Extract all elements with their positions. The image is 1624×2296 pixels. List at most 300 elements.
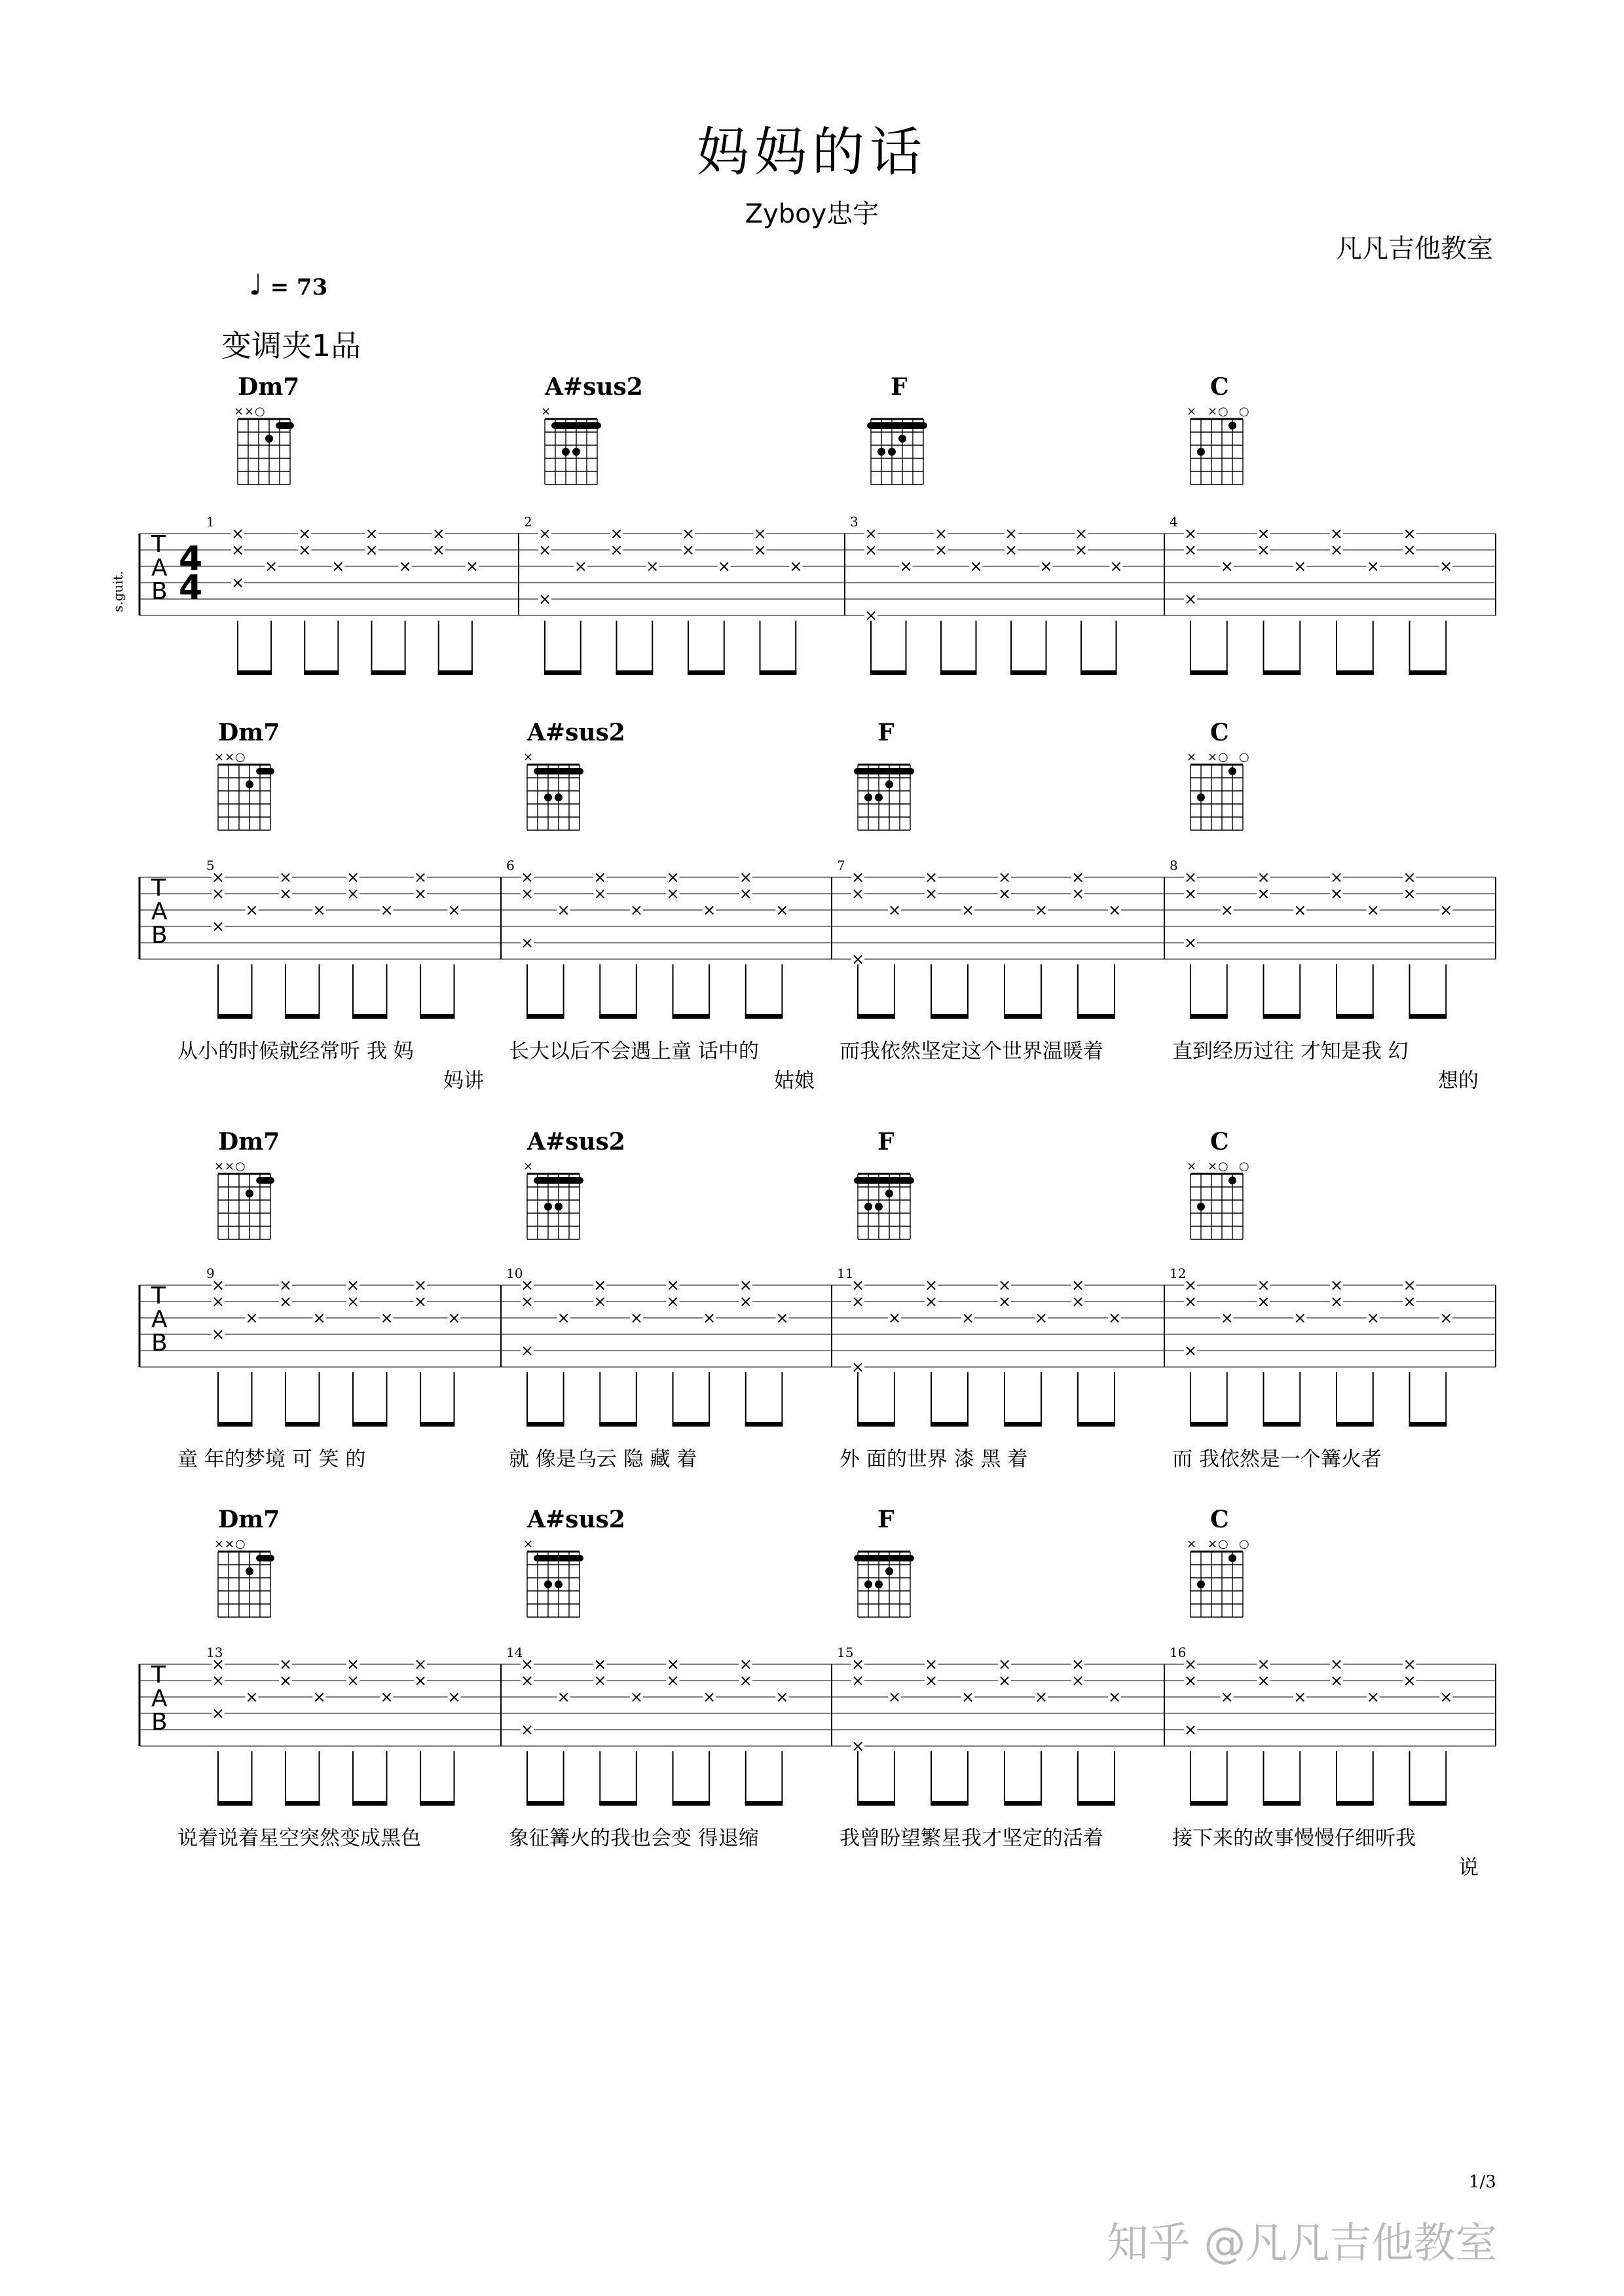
dead-note-x: × — [1329, 1276, 1344, 1294]
chord-name: Dm7 — [218, 1128, 280, 1156]
dead-note-x: × — [211, 917, 225, 936]
dead-note-x: × — [1220, 1688, 1234, 1706]
dead-note-x: × — [1403, 868, 1416, 886]
dead-note-x: × — [331, 557, 345, 575]
lyric-line: 而 我依然是一个篝火者 — [1172, 1448, 1382, 1471]
chord-name: F — [877, 1506, 895, 1533]
dead-note-x: × — [1220, 901, 1234, 919]
dead-note-x: × — [1403, 1276, 1416, 1294]
note-beam — [1336, 1801, 1374, 1806]
muted-string-icon: × — [523, 1537, 534, 1551]
dead-note-x: × — [447, 901, 461, 919]
dead-note-x: × — [1293, 1688, 1307, 1706]
measure-number: 3 — [850, 514, 858, 530]
dead-note-x: × — [717, 557, 731, 575]
muted-string-icon: × — [214, 1159, 225, 1173]
chord-diagram — [523, 1537, 583, 1617]
dead-note-x: × — [278, 884, 293, 903]
measure-number: 9 — [206, 1266, 215, 1281]
dead-note-x: × — [211, 1704, 225, 1722]
dead-note-x: × — [465, 557, 479, 575]
dead-note-x: × — [739, 884, 752, 903]
dead-note-x: × — [851, 1276, 865, 1294]
open-string-icon: ○ — [1218, 1159, 1228, 1173]
dead-note-x: × — [1329, 541, 1344, 559]
muted-string-icon: × — [1187, 405, 1197, 418]
dead-note-x: × — [739, 1655, 752, 1673]
dead-note-x: × — [413, 1671, 428, 1690]
dead-note-x: × — [1403, 1655, 1416, 1673]
dead-note-x: × — [346, 1292, 360, 1311]
dead-note-x: × — [703, 1688, 716, 1706]
dead-note-x: × — [593, 1292, 607, 1311]
open-string-icon: ○ — [235, 750, 246, 764]
open-string-icon: ○ — [1239, 750, 1249, 764]
muted-string-icon: × — [225, 1159, 235, 1173]
dead-note-x: × — [681, 524, 695, 543]
dead-note-x: × — [629, 1309, 643, 1327]
dead-note-x: × — [1071, 1655, 1085, 1673]
dead-note-x: × — [1039, 557, 1053, 575]
dead-note-x: × — [312, 1309, 326, 1327]
dead-note-x: × — [380, 1688, 394, 1706]
tab-clef-letter: B — [151, 1330, 168, 1357]
tempo-value: = 73 — [270, 274, 328, 301]
dead-note-x: × — [346, 884, 360, 903]
dead-note-x: × — [265, 557, 278, 575]
muted-string-icon: × — [225, 1537, 235, 1551]
note-beam — [1077, 1801, 1115, 1806]
dead-note-x: × — [775, 1688, 789, 1706]
muted-string-icon: × — [1208, 750, 1218, 764]
dead-note-x: × — [245, 1309, 259, 1327]
measure-number: 11 — [837, 1266, 854, 1281]
dead-note-x: × — [997, 1292, 1012, 1311]
dead-note-x: × — [1183, 590, 1198, 608]
dead-note-x: × — [887, 1309, 902, 1327]
measure-number: 14 — [506, 1645, 523, 1660]
measure-number: 1 — [206, 514, 215, 530]
tab-clef-letter: B — [151, 578, 168, 605]
dead-note-x: × — [753, 524, 767, 543]
dead-note-x: × — [413, 868, 428, 886]
dead-note-x: × — [739, 1671, 752, 1690]
note-beam — [1004, 1801, 1042, 1806]
dead-note-x: × — [681, 541, 695, 559]
chord-name: C — [1210, 1128, 1229, 1156]
dead-note-x: × — [1439, 1309, 1453, 1327]
lyric-line-continuation: 说 — [1458, 1856, 1479, 1880]
dead-note-x: × — [557, 901, 570, 919]
lyric-line: 说着说着星空突然变成黑色 — [177, 1827, 421, 1850]
lyric-line-continuation: 姑娘 — [774, 1069, 815, 1093]
dead-note-x: × — [1366, 557, 1380, 575]
dead-note-x: × — [413, 884, 428, 903]
note-beam — [745, 1801, 783, 1806]
muted-string-icon: × — [541, 405, 551, 418]
dead-note-x: × — [997, 884, 1012, 903]
dead-note-x: × — [1183, 934, 1198, 952]
dead-note-x: × — [1403, 884, 1416, 903]
dead-note-x: × — [231, 541, 245, 559]
muted-string-icon: × — [244, 405, 255, 418]
muted-string-icon: × — [1208, 1159, 1218, 1173]
dead-note-x: × — [666, 1671, 680, 1690]
note-beam — [931, 1801, 969, 1806]
dead-note-x: × — [851, 1737, 865, 1755]
dead-note-x: × — [1107, 1688, 1122, 1706]
lyric-line: 我曾盼望繁星我才坚定的活着 — [840, 1827, 1103, 1850]
muted-string-icon: × — [225, 750, 235, 764]
dead-note-x: × — [1329, 524, 1344, 543]
dead-note-x: × — [520, 934, 534, 952]
dead-note-x: × — [851, 868, 865, 886]
dead-note-x: × — [538, 524, 552, 543]
dead-note-x: × — [447, 1688, 461, 1706]
muted-string-icon: × — [1187, 750, 1197, 764]
dead-note-x: × — [557, 1309, 570, 1327]
lyric-line: 就 像是乌云 隐 藏 着 — [509, 1448, 697, 1471]
dead-note-x: × — [1439, 557, 1453, 575]
dead-note-x: × — [1183, 1341, 1198, 1360]
note-beam — [1263, 1801, 1301, 1806]
note-beam — [285, 1801, 320, 1806]
dead-note-x: × — [864, 606, 878, 625]
dead-note-x: × — [245, 1688, 259, 1706]
dead-note-x: × — [961, 1309, 975, 1327]
time-signature-bottom: 4 — [179, 568, 203, 608]
dead-note-x: × — [1439, 1688, 1453, 1706]
chord-name: F — [891, 373, 908, 401]
dead-note-x: × — [211, 1671, 225, 1690]
chord-name: A#sus2 — [527, 1506, 625, 1533]
measure-number: 15 — [837, 1645, 854, 1660]
note-beam — [352, 1801, 388, 1806]
dead-note-x: × — [593, 1671, 607, 1690]
dead-note-x: × — [739, 868, 752, 886]
note-beam — [1409, 1801, 1447, 1806]
dead-note-x: × — [646, 557, 659, 575]
dead-note-x: × — [1257, 524, 1270, 543]
dead-note-x: × — [1439, 901, 1453, 919]
dead-note-x: × — [703, 901, 716, 919]
chord-name: Dm7 — [218, 1506, 280, 1533]
dead-note-x: × — [739, 1276, 752, 1294]
artist-name: Zyboy忠宇 — [745, 199, 879, 229]
dead-note-x: × — [1366, 1309, 1380, 1327]
dead-note-x: × — [278, 1671, 293, 1690]
dead-note-x: × — [934, 524, 948, 543]
dead-note-x: × — [753, 541, 767, 559]
open-string-icon: ○ — [235, 1537, 246, 1551]
muted-string-icon: × — [523, 750, 534, 764]
muted-string-icon: × — [234, 405, 244, 418]
dead-note-x: × — [1071, 1292, 1085, 1311]
tab-clef-letter: T — [151, 531, 166, 558]
dead-note-x: × — [1329, 1655, 1344, 1673]
muted-string-icon: × — [523, 1159, 534, 1173]
dead-note-x: × — [1220, 1309, 1234, 1327]
dead-note-x: × — [1257, 1671, 1270, 1690]
measure-number: 13 — [206, 1645, 223, 1660]
measure-number: 2 — [524, 514, 532, 530]
open-string-icon: ○ — [1218, 405, 1228, 418]
note-beam — [673, 1801, 710, 1806]
song-title: 妈妈的话 — [697, 122, 927, 183]
tab-clef-letter: A — [151, 555, 168, 581]
dead-note-x: × — [557, 1688, 570, 1706]
lyric-line: 而我依然坚定这个世界温暖着 — [840, 1040, 1103, 1063]
dead-note-x: × — [278, 868, 293, 886]
dead-note-x: × — [739, 1292, 752, 1311]
tab-clef-letter: T — [151, 1283, 166, 1309]
dead-note-x: × — [666, 884, 680, 903]
dead-note-x: × — [380, 901, 394, 919]
dead-note-x: × — [864, 541, 878, 559]
dead-note-x: × — [629, 901, 643, 919]
open-string-icon: ○ — [1218, 750, 1228, 764]
dead-note-x: × — [899, 557, 913, 575]
dead-note-x: × — [380, 1309, 394, 1327]
measure-number: 6 — [506, 858, 515, 873]
watermark: 知乎 @凡凡吉他教室 — [1107, 2219, 1498, 2268]
dead-note-x: × — [924, 1655, 938, 1673]
dead-note-x: × — [1257, 541, 1270, 559]
dead-note-x: × — [1366, 1688, 1380, 1706]
dead-note-x: × — [1074, 524, 1088, 543]
dead-note-x: × — [278, 1292, 293, 1311]
dead-note-x: × — [538, 541, 552, 559]
dead-note-x: × — [1403, 541, 1416, 559]
dead-note-x: × — [593, 1276, 607, 1294]
open-string-icon: ○ — [1218, 1537, 1228, 1551]
dead-note-x: × — [961, 1688, 975, 1706]
chord-name: C — [1210, 1506, 1229, 1533]
open-string-icon: ○ — [1239, 1159, 1249, 1173]
dead-note-x: × — [593, 868, 607, 886]
dead-note-x: × — [298, 524, 312, 543]
dead-note-x: × — [1257, 868, 1270, 886]
dead-note-x: × — [1071, 1671, 1085, 1690]
dead-note-x: × — [1329, 884, 1344, 903]
dead-note-x: × — [1293, 557, 1307, 575]
chord-name: F — [877, 1128, 895, 1156]
lyric-line: 外 面的世界 漆 黑 着 — [840, 1448, 1028, 1471]
muted-string-icon: × — [1187, 1537, 1197, 1551]
dead-note-x: × — [1403, 524, 1416, 543]
dead-note-x: × — [1403, 1671, 1416, 1690]
lyric-line: 长大以后不会遇上童 话中的 — [509, 1040, 759, 1063]
tab-clef-letter: T — [151, 1662, 166, 1688]
dead-note-x: × — [211, 884, 225, 903]
dead-note-x: × — [593, 1655, 607, 1673]
dead-note-x: × — [1107, 1309, 1122, 1327]
dead-note-x: × — [887, 901, 902, 919]
dead-note-x: × — [924, 1292, 938, 1311]
dead-note-x: × — [520, 1655, 534, 1673]
note-beam — [599, 1801, 637, 1806]
dead-note-x: × — [924, 1671, 938, 1690]
dead-note-x: × — [864, 524, 878, 543]
chord-name: A#sus2 — [527, 1128, 625, 1156]
dead-note-x: × — [1183, 1655, 1198, 1673]
dead-note-x: × — [211, 1276, 225, 1294]
dead-note-x: × — [997, 1655, 1012, 1673]
dead-note-x: × — [851, 1292, 865, 1311]
note-beam — [857, 1801, 895, 1806]
chord-diagram — [1187, 1537, 1249, 1617]
dead-note-x: × — [997, 1671, 1012, 1690]
dead-note-x: × — [1034, 1309, 1048, 1327]
tab-clef-letter: A — [151, 898, 168, 925]
tab-clef-letter: T — [151, 875, 166, 902]
dead-note-x: × — [629, 1688, 643, 1706]
lyric-line: 从小的时候就经常听 我 妈 — [177, 1040, 414, 1063]
muted-string-icon: × — [1187, 1159, 1197, 1173]
chord-name: A#sus2 — [527, 719, 625, 746]
note-beam — [1190, 1801, 1228, 1806]
dead-note-x: × — [432, 541, 445, 559]
capo-instruction: 变调夹1品 — [221, 328, 361, 363]
dead-note-x: × — [1004, 524, 1018, 543]
dead-note-x: × — [346, 1276, 360, 1294]
lyric-line: 接下来的故事慢慢仔细听我 — [1172, 1827, 1416, 1850]
dead-note-x: × — [789, 557, 803, 575]
lyric-line: 童 年的梦境 可 笑 的 — [177, 1448, 366, 1471]
dead-note-x: × — [1183, 1721, 1198, 1739]
dead-note-x: × — [924, 868, 938, 886]
dead-note-x: × — [520, 884, 534, 903]
quarter-note-icon: ♩ — [249, 268, 263, 302]
dead-note-x: × — [666, 1276, 680, 1294]
dead-note-x: × — [851, 1655, 865, 1673]
dead-note-x: × — [1257, 884, 1270, 903]
dead-note-x: × — [997, 868, 1012, 886]
lyric-line-continuation: 妈讲 — [443, 1069, 484, 1093]
dead-note-x: × — [447, 1309, 461, 1327]
dead-note-x: × — [851, 1358, 865, 1376]
dead-note-x: × — [432, 524, 445, 543]
tab-clef-letter: A — [151, 1306, 168, 1333]
dead-note-x: × — [887, 1688, 902, 1706]
dead-note-x: × — [1071, 884, 1085, 903]
dead-note-x: × — [1257, 1292, 1270, 1311]
dead-note-x: × — [1257, 1655, 1270, 1673]
dead-note-x: × — [610, 541, 623, 559]
dead-note-x: × — [365, 524, 378, 543]
chord-diagram — [854, 1552, 914, 1617]
dead-note-x: × — [924, 1276, 938, 1294]
dead-note-x: × — [924, 884, 938, 903]
dead-note-x: × — [610, 524, 623, 543]
dead-note-x: × — [520, 1292, 534, 1311]
dead-note-x: × — [1183, 868, 1198, 886]
dead-note-x: × — [1293, 1309, 1307, 1327]
dead-note-x: × — [1366, 901, 1380, 919]
dead-note-x: × — [520, 1341, 534, 1360]
dead-note-x: × — [593, 884, 607, 903]
dead-note-x: × — [211, 1655, 225, 1673]
dead-note-x: × — [1183, 1276, 1198, 1294]
muted-string-icon: × — [1208, 1537, 1218, 1551]
studio-name: 凡凡吉他教室 — [1336, 234, 1493, 264]
open-string-icon: ○ — [1239, 1537, 1249, 1551]
tab-clef-letter: B — [151, 922, 168, 949]
chord-name: A#sus2 — [545, 373, 643, 401]
dead-note-x: × — [346, 1671, 360, 1690]
note-beam — [420, 1801, 455, 1806]
dead-note-x: × — [211, 868, 225, 886]
open-string-icon: ○ — [255, 405, 265, 418]
dead-note-x: × — [520, 1276, 534, 1294]
note-beam — [526, 1801, 564, 1806]
dead-note-x: × — [1183, 884, 1198, 903]
dead-note-x: × — [278, 1655, 293, 1673]
measure-number: 8 — [1170, 858, 1178, 873]
dead-note-x: × — [1107, 901, 1122, 919]
dead-note-x: × — [520, 1671, 534, 1690]
lyric-line-continuation: 想的 — [1438, 1069, 1479, 1093]
dead-note-x: × — [1034, 1688, 1048, 1706]
dead-note-x: × — [1403, 1292, 1416, 1311]
lyric-line: 直到经历过往 才知是我 幻 — [1172, 1040, 1409, 1063]
dead-note-x: × — [1293, 901, 1307, 919]
time-signature-top: 4 — [179, 539, 203, 579]
dead-note-x: × — [413, 1276, 428, 1294]
dead-note-x: × — [520, 1721, 534, 1739]
tab-clef-letter: A — [151, 1685, 168, 1712]
dead-note-x: × — [346, 868, 360, 886]
measure-number: 12 — [1170, 1266, 1187, 1281]
note-beam — [217, 1801, 253, 1806]
dead-note-x: × — [666, 868, 680, 886]
chord-diagram — [214, 1537, 274, 1617]
measure-number: 5 — [206, 858, 215, 873]
tab-clef-letter: B — [151, 1709, 168, 1736]
dead-note-x: × — [312, 901, 326, 919]
dead-note-x: × — [703, 1309, 716, 1327]
dead-note-x: × — [1071, 1276, 1085, 1294]
dead-note-x: × — [1329, 1292, 1344, 1311]
dead-note-x: × — [312, 1688, 326, 1706]
dead-note-x: × — [851, 1671, 865, 1690]
dead-note-x: × — [346, 1655, 360, 1673]
dead-note-x: × — [969, 557, 983, 575]
dead-note-x: × — [231, 524, 245, 543]
instrument-label: s.guit. — [110, 570, 126, 612]
dead-note-x: × — [1034, 901, 1048, 919]
dead-note-x: × — [775, 1309, 789, 1327]
dead-note-x: × — [851, 884, 865, 903]
dead-note-x: × — [1004, 541, 1018, 559]
muted-string-icon: × — [1208, 405, 1218, 418]
measure-number: 16 — [1170, 1645, 1187, 1660]
dead-note-x: × — [574, 557, 587, 575]
dead-note-x: × — [211, 1325, 225, 1343]
dead-note-x: × — [1183, 1292, 1198, 1311]
dead-note-x: × — [997, 1276, 1012, 1294]
muted-string-icon: × — [214, 750, 225, 764]
dead-note-x: × — [934, 541, 948, 559]
dead-note-x: × — [1183, 541, 1198, 559]
dead-note-x: × — [1074, 541, 1088, 559]
open-string-icon: ○ — [235, 1159, 246, 1173]
dead-note-x: × — [211, 1292, 225, 1311]
chord-name: Dm7 — [218, 719, 280, 746]
dead-note-x: × — [231, 574, 245, 592]
dead-note-x: × — [520, 868, 534, 886]
measure-number: 4 — [1170, 514, 1178, 530]
